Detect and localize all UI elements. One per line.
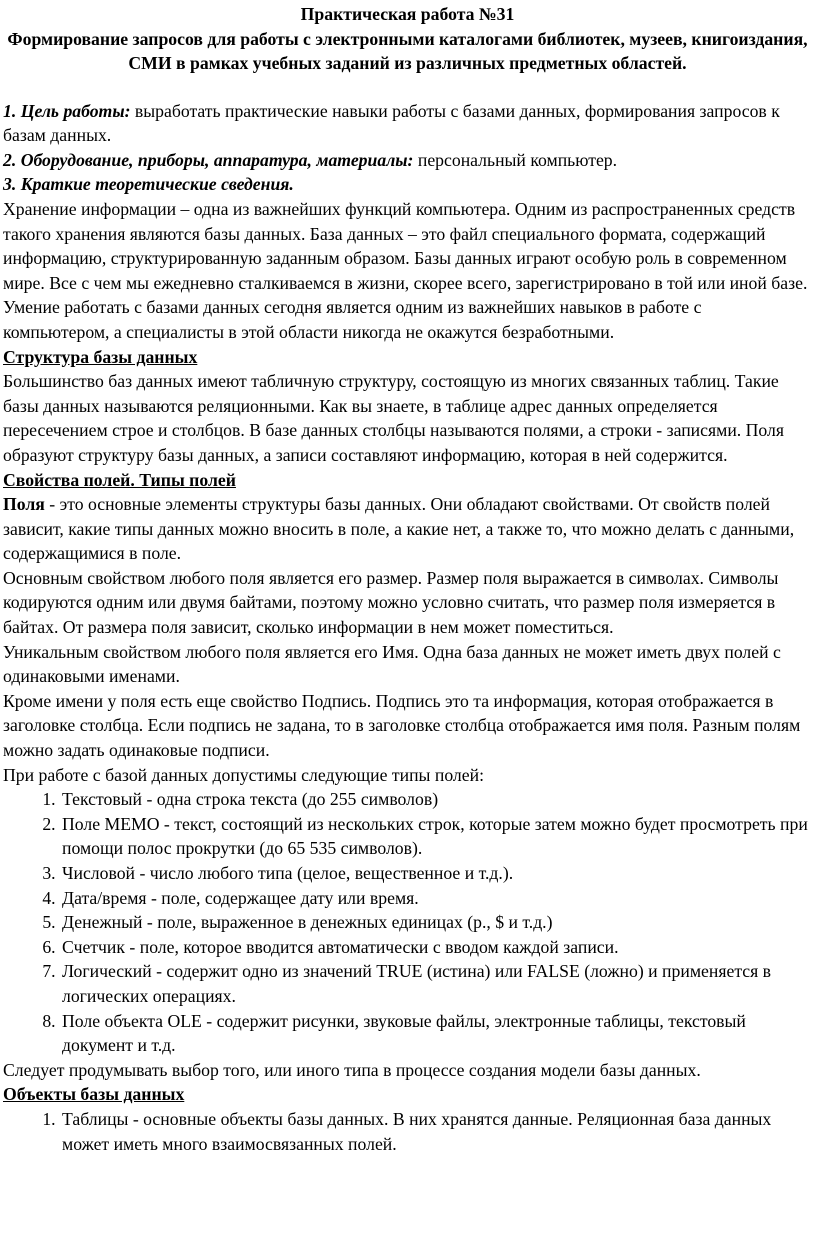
fields-text-1: - это основные элементы структуры базы данных. Они обладают свойствами. От свойств полей зависит, какие типы данных можно вносить в поле, а какие нет, а также то, что можно делать с данными, содержащимися в поле.: [3, 494, 795, 564]
fields-paragraph-1: [3, 492, 812, 566]
types-outro: Следует продумывать выбор того, или иного типа в процессе создания модели базы данных.: [3, 1059, 701, 1080]
structure-text: Большинство баз данных имеют табличную структуру, состоящую из многих связанных таблиц. Такие базы данных называются реляционными. Как вы знаете, в таблице адрес данных определяется пересечением строе и столбцов. В базе данных столбцы называются полями, а строки - записями. Поля образуют структуру базы данных, а записи составляют информацию, которая в ней содержится.: [3, 371, 784, 465]
list-item: 3. Числовой - число любого типа (целое, вещественное и т.д.).: [60, 861, 812, 886]
page-title: Практическая работа №31: [300, 4, 515, 24]
list-item: 8. Поле объекта OLE - содержит рисунки, звуковые файлы, электронные таблицы, текстовый документ и т.д.: [60, 1009, 812, 1058]
fields-paragraph-2: Основным свойством любого поля является его размер. Размер поля выражается в символах. Символы кодируются одним или двумя байтами, поэтому можно условно считать, что размер поля измеряется в байтах. От размера поля зависит, сколько информации в нем может поместиться.: [3, 567, 779, 638]
list-item: 6. Счетчик - поле, которое вводится автоматически с вводом каждой записи.: [60, 935, 812, 960]
objects-list: [3, 1107, 812, 1156]
objects-heading: Объекты базы данных: [3, 1084, 185, 1105]
types-intro: При работе с базой данных допустимы следующие типы полей:: [3, 764, 484, 785]
page-subtitle: Формирование запросов для работы с электронными каталогами библиотек, музеев, книгоиздания, СМИ в рамках учебных заданий из различных предметных областей.: [7, 28, 808, 73]
structure-heading: Структура базы данных: [3, 346, 198, 367]
equipment-label: 2. Оборудование, приборы, аппаратура, материалы:: [3, 149, 414, 170]
spacer: [3, 75, 812, 99]
fields-paragraph-4: Кроме имени у поля есть еще свойство Подпись. Подпись это та информация, которая отображается в заголовке столбца. Если подпись не задана, то в заголовке столбца отображается имя поля. Разным полям можно задать одинаковые подписи.: [3, 690, 801, 761]
equipment-text: персональный компьютер.: [413, 149, 618, 170]
list-item: 1. Таблицы - основные объекты базы данных. В них хранятся данные. Реляционная база данных может иметь много взаимосвязанных полей.: [60, 1107, 812, 1156]
fields-paragraph-3: Уникальным свойством любого поля является его Имя. Одна база данных не может иметь двух полей с одинаковыми именами.: [3, 641, 781, 687]
list-item: 1. Текстовый - одна строка текста (до 255 символов): [60, 787, 812, 812]
field-types-list: [3, 787, 812, 1058]
fields-term: Поля: [3, 494, 45, 515]
goal-label: 1. Цель работы:: [3, 100, 131, 121]
equipment-paragraph: [3, 148, 812, 173]
theory-text: Хранение информации – одна из важнейших функций компьютера. Одним из распространенных средств такого хранения являются базы данных. База данных – это файл специального формата, содержащий информацию, структурированную заданным образом. Базы данных играют особую роль в современном мире. Все с чем мы ежедневно сталкиваемся в жизни, скорее всего, зарегистрировано в той или иной базе. Умение работать с базами данных сегодня является одним из важнейших навыков в работе с компьютером, а специалисты в этой области никогда не окажутся безработными.: [3, 198, 808, 342]
list-item: 2. Поле MEMO - текст, состоящий из нескольких строк, которые затем можно будет просмотреть при помощи полос прокрутки (до 65 535 символов).: [60, 812, 812, 861]
list-item: 5. Денежный - поле, выраженное в денежных единицах (р., $ и т.д.): [60, 910, 812, 935]
list-item: 7. Логический - содержит одно из значений TRUE (истина) или FALSE (ложно) и применяется в логических операциях.: [60, 959, 812, 1008]
list-item: 4. Дата/время - поле, содержащее дату или время.: [60, 886, 812, 911]
goal-text: выработать практические навыки работы с базами данных, формирования запросов к базам данных.: [3, 100, 780, 146]
fields-heading: Свойства полей. Типы полей: [3, 469, 236, 490]
theory-label: 3. Краткие теоретические сведения.: [3, 174, 294, 195]
goal-paragraph: [3, 99, 812, 148]
